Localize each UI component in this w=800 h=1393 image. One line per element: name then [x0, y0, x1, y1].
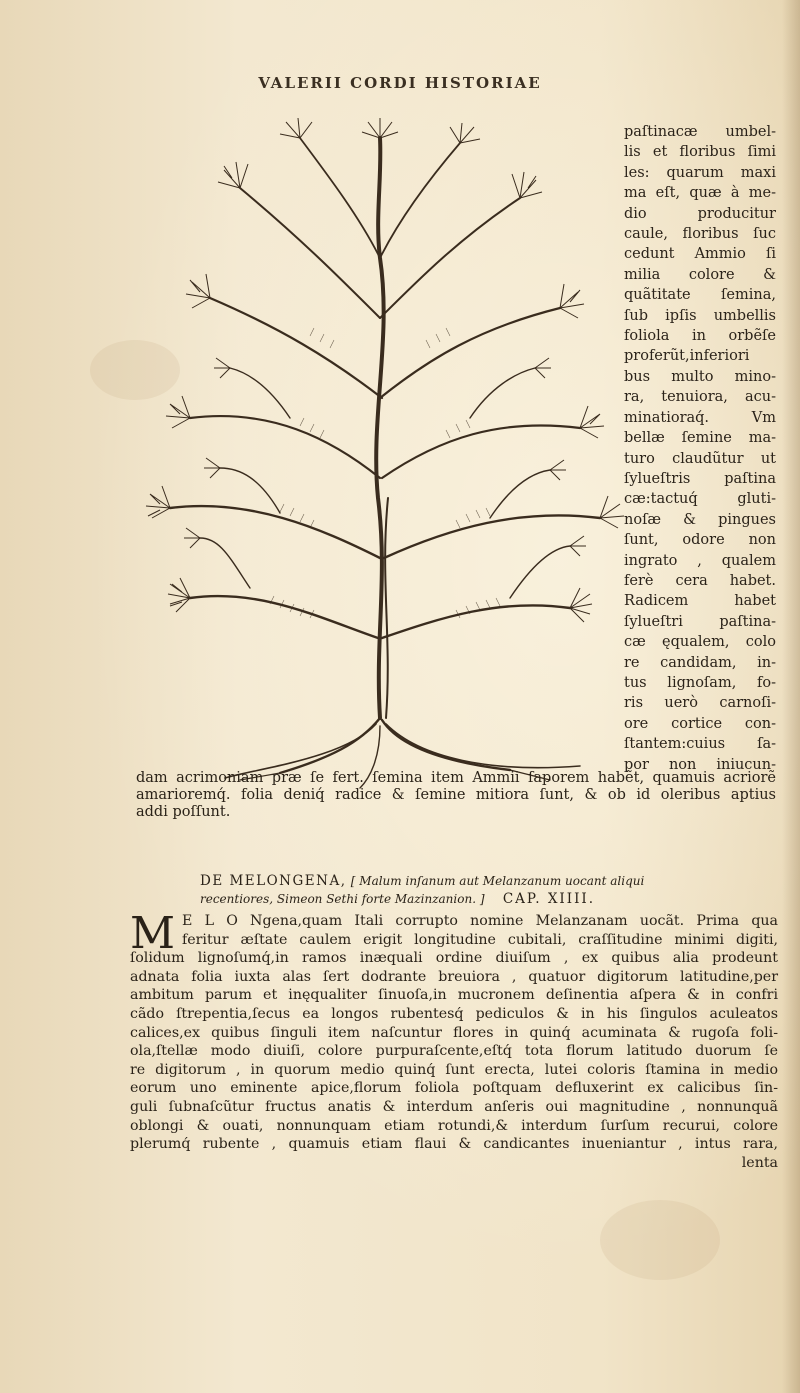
text-line: quãtitate ſemina,: [624, 287, 776, 304]
text-line: lis et floribus ſimi: [624, 144, 776, 161]
woodcut-plant-illustration: [130, 118, 632, 790]
text-line: re digitorum , in quorum medio quinq́ ſunt erecta, lutei coloris ſtamina in medio: [130, 1061, 778, 1078]
text-line: addi poſſunt.: [136, 804, 231, 820]
text-line: foliola in orbẽſe: [624, 328, 776, 345]
text-line: calices,ex quibus ſinguli item naſcuntur flores in quinq́ acuminata & rugoſa foli-: [130, 1024, 778, 1041]
continuation-paragraph: [136, 770, 776, 821]
text-line: eorum uno eminente apice,florum foliola poſtquam defluxerint ex calicibus ſin-: [130, 1080, 778, 1097]
chapter-number: CAP. XIIII.: [502, 891, 596, 907]
text-line: ma eſt, quæ à me-: [624, 185, 776, 202]
text-line: bus multo mino-: [624, 368, 776, 385]
chapter-note: recentiores, Simeon Sethi forte Mazinzanion. ]: [200, 892, 485, 906]
text-line: bellæ ſemine ma-: [624, 430, 776, 447]
text-line: adnata folia iuxta alas ſert dodrante breuiora , quatuor digitorum latitudine,per: [130, 968, 778, 985]
text-line: dam acrimoniam præ ſe fert. ſemina item Ammii ſaporem habẽt, quamuis acriorẽ: [136, 770, 776, 786]
chapter-heading: [200, 872, 800, 908]
text-line: ris uerò carnoſi-: [624, 695, 776, 712]
paper-stain: [600, 1200, 720, 1280]
drop-initial: M: [130, 908, 176, 959]
text-line: cæ:tactuq́ gluti-: [624, 491, 776, 508]
text-line: guli ſubnaſcũtur fructus anatis & interdum anſeris oui magnitudine , nonnunquã: [130, 1098, 778, 1115]
chapter-body: [130, 908, 778, 1172]
chapter-note: [ Malum inſanum aut Melanzanum uocant aliqui: [350, 874, 645, 888]
text-line: turo claudũtur ut: [624, 450, 776, 467]
text-line: E L O Ngena,quam Itali corrupto nomine Melanzanam uocãt. Prima qua: [182, 913, 778, 929]
text-line: les: quarum maxi: [624, 164, 776, 181]
text-line: dio producitur: [624, 205, 776, 222]
text-line: ferè cera habet.: [624, 572, 776, 589]
text-line: ſunt, odore non: [624, 532, 776, 549]
text-line: por non iniucun-: [624, 756, 776, 773]
text-line: ingrato , qualem: [624, 552, 776, 569]
text-line: tus lignoſam, fo-: [624, 674, 776, 691]
text-line: caule, floribus ſuc: [624, 226, 776, 243]
text-line: cedunt Ammio ſi: [624, 246, 776, 263]
text-line: ſtantem:cuius ſa-: [624, 736, 776, 753]
text-line: paſtinacæ umbel-: [624, 124, 776, 140]
text-line: ola,ſtellæ modo diuiſi, colore purpuraſcente,eſtq́ tota florum latitudo duorum ſe: [130, 1043, 778, 1060]
text-line: ſub ipſis umbellis: [624, 307, 776, 324]
chapter-title: DE MELONGENA,: [200, 873, 347, 889]
text-line: Radicem habet: [624, 593, 776, 610]
text-line: amarioremq́. folia deniq́ radice & ſemine mitiora ſunt, & ob id oleribus aptius: [136, 787, 776, 803]
text-line: ra, tenuiora, acu-: [624, 389, 776, 406]
text-line: minatioraq́. Vm: [624, 409, 776, 426]
text-line: ore cortice con-: [624, 715, 776, 732]
text-line: re candidam, in-: [624, 654, 776, 671]
text-line: oblongi & ouati, nonnunquam etiam rotundi,& interdum ſurſum recurui, colore: [130, 1117, 778, 1134]
side-column-text: [624, 122, 776, 775]
text-line: plerumq́ rubente , quamuis etiam flaui & candicantes inueniantur , intus rara,: [130, 1136, 778, 1153]
catchword: lenta: [741, 1154, 778, 1171]
text-line: cãdo ſtrepentia,ſecus ea longos rubentesq́ pediculos & in his ſingulos aculeatos: [130, 1005, 778, 1022]
text-line: ſylueſtri paſtina-: [624, 613, 776, 630]
running-head: VALERII CORDI HISTORIAE: [258, 74, 542, 92]
text-line: ſylueſtris paſtina: [624, 470, 776, 487]
text-line: milia colore &: [624, 266, 776, 283]
text-line: cæ ęqualem, colo: [624, 634, 776, 651]
text-line: ambitum parum et inęqualiter ſinuoſa,in mucronem deſinentia aſpera & in confri: [130, 987, 778, 1004]
text-line: ſolidum lignoſumq́,in ramos inæquali ordine diuiſum , ex quibus alia prodeunt: [130, 950, 778, 967]
text-line: feritur æſtate caulem erigit longitudine cubitali, craſſitudine minimi digiti,: [182, 931, 778, 948]
text-line: noſæ & pingues: [624, 511, 776, 528]
text-line: proferũt,inferiori: [624, 348, 750, 365]
